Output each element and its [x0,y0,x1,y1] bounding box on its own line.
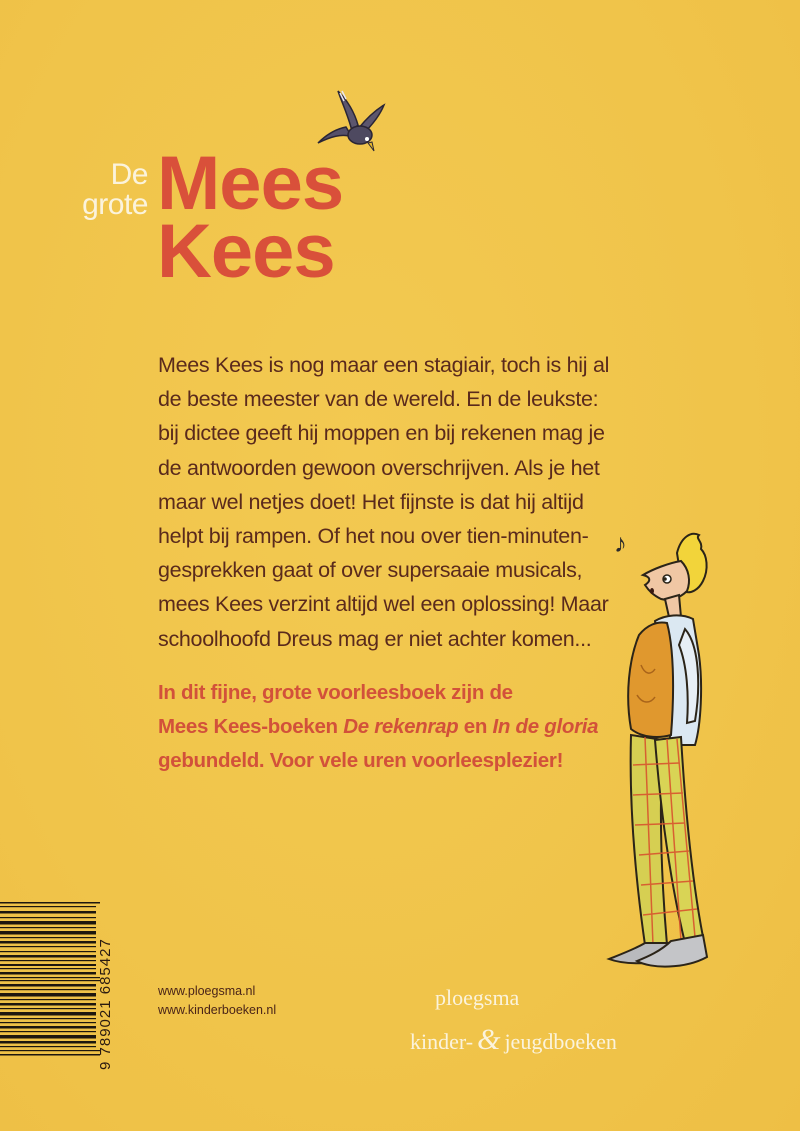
blurb-line: de beste meester van de wereld. En de leukste: [158,387,599,412]
imprint-part2: jeugdboeken [504,1029,617,1054]
publisher-urls [158,982,276,1020]
blurb-line: bij dictee geeft hij moppen en bij rekenen mag je [158,421,605,446]
title-prefix [74,160,148,220]
blurb-line: Mees Kees is nog maar een stagiair, toch is hij al [158,353,610,377]
music-note-icon: ♪ [614,528,627,558]
highlight-text-part: Mees Kees-boeken [158,715,344,738]
boy-illustration [595,525,745,985]
isbn-digits: 9 789021 685427 [97,938,114,1070]
book-title [157,141,344,294]
highlight-line3: gebundeld. Voor vele uren voorleesplezier! [158,749,564,772]
blurb-line: helpt bij rampen. Of het nou over tien-minuten- [158,524,589,549]
publisher-name: ploegsma [435,985,520,1010]
barcode [0,902,100,1062]
highlight-line1: In dit fijne, grote voorleesboek zijn de [158,681,513,704]
book-title-gloria: In de gloria [492,715,599,738]
blurb-line: de antwoorden gewoon overschrijven. Als je het [158,455,600,480]
book-title-line1: Mees [157,141,344,226]
imprint-part1: kinder- [410,1029,474,1054]
blurb-line: schoolhoofd Dreus mag er niet achter komen... [158,626,592,651]
book-title-line2: Kees [157,209,335,294]
blurb-text [158,348,618,656]
book-title-rekenrap: De rekenrap [343,715,459,738]
url-kinderboeken[interactable]: www.kinderboeken.nl [158,1003,277,1017]
blurb-line: maar wel netjes doet! Het fijnste is dat hij altijd [158,489,584,514]
highlight-text [158,676,618,778]
blurb-line: gesprekken gaat of over supersaaie musicals, [158,558,583,583]
ampersand-glyph: & [477,1023,501,1056]
url-ploegsma[interactable]: www.ploegsma.nl [158,984,256,998]
title-prefix-line1: De [110,158,148,191]
blurb-line: mees Kees verzint altijd wel een oplossing! Maar [158,592,609,617]
highlight-line2 [158,710,618,744]
title-prefix-line2: grote [82,188,148,221]
publisher-imprint [410,1023,617,1057]
highlight-text-part: en [458,715,493,738]
